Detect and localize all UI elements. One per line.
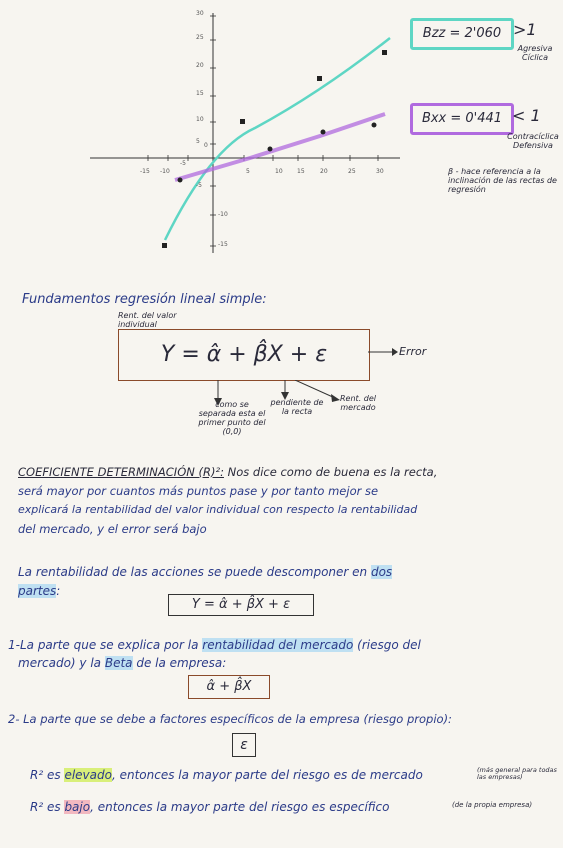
p1-pre: 1-La parte que se explica por la bbox=[8, 638, 199, 652]
bzz-box: Bzz = 2'060 bbox=[410, 18, 514, 50]
tick-x-m5: -5 bbox=[180, 160, 186, 167]
p1-line2 bbox=[18, 656, 226, 670]
tick-y-m15: -15 bbox=[218, 241, 228, 248]
tick-x-15: 15 bbox=[297, 168, 305, 175]
coef-text4: del mercado, y el error será bajo bbox=[18, 522, 207, 536]
tick-x-m15: -15 bbox=[140, 168, 150, 175]
main-equation-box: Y = α̂ + β̂X + ε bbox=[118, 329, 370, 381]
tick-x-30: 30 bbox=[376, 168, 384, 175]
tick-y-20: 20 bbox=[196, 62, 204, 69]
r2-1-post: , entonces la mayor parte del riesgo es de mercado bbox=[111, 768, 423, 782]
bzz-gt: >1 bbox=[513, 20, 537, 39]
equation-box-2: Y = α̂ + β̂X + ε bbox=[168, 594, 314, 616]
fund-title: Fundamentos regresión lineal simple: bbox=[22, 292, 267, 307]
r2-line2 bbox=[30, 800, 389, 814]
r2-2-note: (de la propia empresa) bbox=[452, 801, 533, 809]
rent-indiv-label: Rent. del valor individual bbox=[118, 311, 177, 329]
rent-post: : bbox=[56, 584, 61, 598]
tick-y-5: 5 bbox=[196, 138, 200, 145]
error-label: Error bbox=[399, 345, 427, 358]
bxx-lt: < 1 bbox=[512, 106, 541, 125]
equation-box-3: α̂ + β̂X bbox=[188, 675, 270, 699]
equation-box-4: ε bbox=[232, 733, 256, 757]
tick-origin: 0 bbox=[204, 142, 208, 149]
coef-text2: será mayor por cuantos más puntos pase y por tanto mejor se bbox=[18, 484, 379, 498]
annotation-alpha: como se separada esta el primer punto del (0,0) bbox=[198, 400, 266, 436]
p1-hl2: Beta bbox=[104, 656, 133, 670]
tick-x-25: 25 bbox=[348, 168, 356, 175]
p1-line2-post: de la empresa: bbox=[136, 656, 227, 670]
p1-hl: rentabilidad del mercado bbox=[202, 638, 354, 652]
rent-pre: La rentabilidad de las acciones se puede descomponer en bbox=[18, 565, 368, 579]
r2-2-hl: bajo bbox=[64, 800, 91, 814]
bxx-box: Bxx = 0'441 bbox=[410, 103, 514, 135]
coef-line1 bbox=[18, 465, 437, 479]
tick-x-5: 5 bbox=[246, 168, 250, 175]
tick-x-m10: -10 bbox=[160, 168, 170, 175]
p2-text: 2- La parte que se debe a factores específicos de la empresa (riesgo propio): bbox=[8, 712, 452, 726]
tick-x-10: 10 bbox=[275, 168, 283, 175]
r2-2-pre: R² es bbox=[30, 800, 61, 814]
r2-2-post: , entonces la mayor parte del riesgo es específico bbox=[90, 800, 390, 814]
r2-line1 bbox=[30, 768, 423, 782]
tick-y-m10: -10 bbox=[218, 211, 228, 218]
tick-y-25: 25 bbox=[196, 34, 204, 41]
tick-y-30: 30 bbox=[196, 10, 204, 17]
bzz-note: Agresiva Cíclica bbox=[517, 44, 553, 62]
annotation-market: Rent. del mercado bbox=[340, 394, 376, 412]
regression-graph bbox=[80, 8, 410, 258]
annotation-beta: pendiente de la recta bbox=[270, 398, 324, 416]
r2-1-pre: R² es bbox=[30, 768, 61, 782]
rent-hl2: partes bbox=[18, 584, 57, 598]
tick-y-m5: -5 bbox=[196, 182, 202, 189]
bxx-note: Contracíclica Defensiva bbox=[507, 132, 559, 150]
rent-line1 bbox=[18, 565, 392, 579]
coef-text3: explicará la rentabilidad del valor individual con respecto la rentabilidad bbox=[18, 503, 418, 516]
rent-hl1: dos bbox=[370, 565, 393, 579]
r2-1-note: (más general para todas las empresas) bbox=[477, 766, 557, 781]
tick-y-10: 10 bbox=[196, 116, 204, 123]
p1-post: (riesgo del bbox=[357, 638, 421, 652]
tick-y-15: 15 bbox=[196, 90, 204, 97]
coef-title: COEFICIENTE DETERMINACIÓN (R)²: bbox=[18, 465, 224, 479]
p1-line2-pre: mercado) y la bbox=[18, 656, 102, 670]
p1-line1 bbox=[8, 638, 421, 652]
rent-line2 bbox=[18, 584, 60, 598]
tick-x-20: 20 bbox=[320, 168, 328, 175]
beta-note: β - hace referencia a la inclinación de las rectas de regresión bbox=[448, 167, 557, 194]
error-arrow bbox=[368, 346, 398, 358]
coef-text1: Nos dice como de buena es la recta, bbox=[227, 465, 438, 479]
r2-1-hl: elevado bbox=[64, 768, 112, 782]
